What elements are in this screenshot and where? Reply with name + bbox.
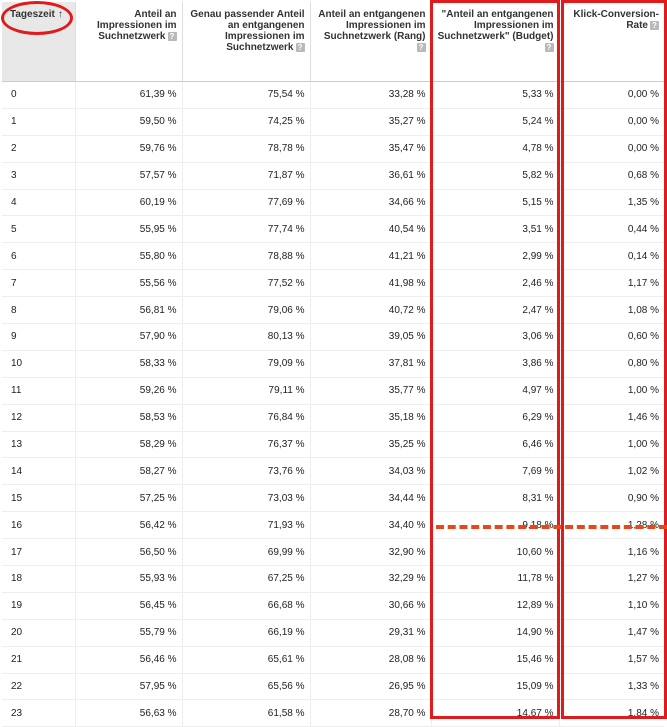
cell-value: 56,45 % (75, 592, 182, 619)
cell-value: 79,11 % (182, 377, 310, 404)
table-row (2, 350, 664, 377)
cell-value: 34,44 % (310, 485, 431, 512)
table-row (2, 592, 664, 619)
cell-value: 73,76 % (182, 458, 310, 485)
column-header-label: Klick-Conversion-Rate (573, 9, 659, 31)
cell-value: 40,72 % (310, 297, 431, 324)
cell-value: 0,44 % (559, 216, 664, 243)
cell-value: 36,61 % (310, 162, 431, 189)
cell-value: 2,47 % (431, 297, 559, 324)
table-row (2, 431, 664, 458)
cell-value: 1,02 % (559, 458, 664, 485)
cell-value: 76,84 % (182, 404, 310, 431)
cell-value: 0,00 % (559, 135, 664, 162)
cell-value: 56,63 % (75, 700, 182, 727)
column-header-label: Anteil an Impressionen im Suchnetzwerk (97, 9, 177, 42)
cell-hour: 20 (2, 619, 75, 646)
table-row (2, 135, 664, 162)
report-table (2, 2, 664, 727)
cell-value: 34,40 % (310, 512, 431, 539)
cell-value: 78,88 % (182, 243, 310, 270)
cell-hour: 23 (2, 700, 75, 727)
cell-value: 30,66 % (310, 592, 431, 619)
cell-value: 33,28 % (310, 82, 431, 109)
cell-value: 1,33 % (559, 673, 664, 700)
cell-value: 1,35 % (559, 189, 664, 216)
cell-value: 76,37 % (182, 431, 310, 458)
cell-value: 61,58 % (182, 700, 310, 727)
cell-value: 5,33 % (431, 82, 559, 109)
table-row (2, 189, 664, 216)
cell-hour: 16 (2, 512, 75, 539)
cell-value: 37,81 % (310, 350, 431, 377)
cell-value: 29,31 % (310, 619, 431, 646)
cell-value: 58,53 % (75, 404, 182, 431)
cell-value: 1,08 % (559, 297, 664, 324)
table-row (2, 324, 664, 351)
table-row (2, 404, 664, 431)
cell-value: 56,42 % (75, 512, 182, 539)
cell-value: 5,82 % (431, 162, 559, 189)
cell-value: 12,89 % (431, 592, 559, 619)
table-row (2, 539, 664, 566)
cell-hour: 3 (2, 162, 75, 189)
cell-hour: 10 (2, 350, 75, 377)
cell-value: 1,00 % (559, 431, 664, 458)
cell-hour: 12 (2, 404, 75, 431)
cell-value: 58,29 % (75, 431, 182, 458)
cell-value: 35,25 % (310, 431, 431, 458)
cell-value: 78,78 % (182, 135, 310, 162)
cell-value: 4,97 % (431, 377, 559, 404)
cell-value: 1,16 % (559, 539, 664, 566)
help-icon[interactable]: ? (417, 43, 426, 52)
table-row (2, 297, 664, 324)
cell-value: 67,25 % (182, 566, 310, 593)
cell-value: 55,80 % (75, 243, 182, 270)
cell-value: 7,69 % (431, 458, 559, 485)
table-row (2, 512, 664, 539)
cell-value: 1,00 % (559, 377, 664, 404)
table-row (2, 458, 664, 485)
table-row (2, 82, 664, 109)
table-row (2, 270, 664, 297)
cell-value: 56,46 % (75, 646, 182, 673)
cell-value: 71,87 % (182, 162, 310, 189)
cell-value: 77,74 % (182, 216, 310, 243)
table-row (2, 243, 664, 270)
cell-hour: 21 (2, 646, 75, 673)
cell-value: 1,27 % (559, 566, 664, 593)
column-header-exact-match-lost-share[interactable] (182, 2, 310, 82)
cell-value: 1,47 % (559, 619, 664, 646)
column-header-label: "Anteil an entgangenen Impressionen im Suchnetzwerk" (Budget) (437, 9, 554, 42)
help-icon[interactable]: ? (296, 43, 305, 52)
cell-value: 55,56 % (75, 270, 182, 297)
cell-value: 3,06 % (431, 324, 559, 351)
cell-hour: 1 (2, 108, 75, 135)
cell-value: 79,09 % (182, 350, 310, 377)
cell-value: 57,90 % (75, 324, 182, 351)
cell-value: 26,95 % (310, 673, 431, 700)
column-header-lost-share-budget[interactable] (431, 2, 559, 82)
cell-value: 14,90 % (431, 619, 559, 646)
column-header-lost-share-rank[interactable] (310, 2, 431, 82)
table-row (2, 566, 664, 593)
column-header-label: Genau passender Anteil an entgangenen Impressionen im Suchnetzwerk (190, 9, 305, 53)
cell-value: 0,00 % (559, 108, 664, 135)
cell-value: 6,29 % (431, 404, 559, 431)
cell-value: 65,61 % (182, 646, 310, 673)
cell-value: 59,26 % (75, 377, 182, 404)
cell-value: 3,51 % (431, 216, 559, 243)
cell-value: 4,78 % (431, 135, 559, 162)
cell-hour: 4 (2, 189, 75, 216)
cell-value: 1,46 % (559, 404, 664, 431)
cell-value: 61,39 % (75, 82, 182, 109)
column-header-tageszeit[interactable] (2, 2, 75, 82)
cell-value: 32,90 % (310, 539, 431, 566)
cell-value: 65,56 % (182, 673, 310, 700)
cell-hour: 11 (2, 377, 75, 404)
cell-value: 35,27 % (310, 108, 431, 135)
cell-value: 34,66 % (310, 189, 431, 216)
cell-hour: 2 (2, 135, 75, 162)
cell-hour: 13 (2, 431, 75, 458)
cell-value: 1,84 % (559, 700, 664, 727)
cell-value: 0,68 % (559, 162, 664, 189)
table-row (2, 700, 664, 727)
cell-value: 77,69 % (182, 189, 310, 216)
cell-value: 66,19 % (182, 619, 310, 646)
cell-value: 74,25 % (182, 108, 310, 135)
cell-value: 11,78 % (431, 566, 559, 593)
cell-value: 15,09 % (431, 673, 559, 700)
cell-value: 73,03 % (182, 485, 310, 512)
cell-value: 66,68 % (182, 592, 310, 619)
table-row (2, 619, 664, 646)
sort-ascending-icon: ↑ (57, 9, 63, 20)
help-icon[interactable]: ? (168, 32, 177, 41)
cell-value: 6,46 % (431, 431, 559, 458)
cell-value: 3,86 % (431, 350, 559, 377)
cell-value: 77,52 % (182, 270, 310, 297)
table-body (2, 82, 664, 727)
cell-hour: 5 (2, 216, 75, 243)
cell-value: 32,29 % (310, 566, 431, 593)
cell-value: 58,33 % (75, 350, 182, 377)
cell-value: 55,93 % (75, 566, 182, 593)
cell-value: 35,77 % (310, 377, 431, 404)
cell-value: 34,03 % (310, 458, 431, 485)
cell-value: 55,95 % (75, 216, 182, 243)
table-row (2, 216, 664, 243)
cell-hour: 0 (2, 82, 75, 109)
column-header-impression-share[interactable] (75, 2, 182, 82)
cell-value: 41,21 % (310, 243, 431, 270)
cell-value: 35,18 % (310, 404, 431, 431)
cell-value: 39,05 % (310, 324, 431, 351)
cell-value: 58,27 % (75, 458, 182, 485)
cell-value: 9,18 % (431, 512, 559, 539)
cell-value: 59,50 % (75, 108, 182, 135)
cell-value: 0,14 % (559, 243, 664, 270)
table-row (2, 377, 664, 404)
cell-value: 0,60 % (559, 324, 664, 351)
cell-hour: 7 (2, 270, 75, 297)
cell-value: 41,98 % (310, 270, 431, 297)
cell-hour: 9 (2, 324, 75, 351)
cell-value: 1,17 % (559, 270, 664, 297)
column-header-label: Anteil an entgangenen Impressionen im Suchnetzwerk (Rang) (318, 9, 426, 42)
cell-value: 0,90 % (559, 485, 664, 512)
column-header-label: Tageszeit (10, 9, 55, 20)
table-row (2, 673, 664, 700)
cell-hour: 18 (2, 566, 75, 593)
cell-value: 56,81 % (75, 297, 182, 324)
cell-value: 55,79 % (75, 619, 182, 646)
cell-value: 60,19 % (75, 189, 182, 216)
cell-value: 1,28 % (559, 512, 664, 539)
cell-value: 14,67 % (431, 700, 559, 727)
cell-value: 69,99 % (182, 539, 310, 566)
cell-value: 71,93 % (182, 512, 310, 539)
cell-hour: 17 (2, 539, 75, 566)
cell-value: 28,08 % (310, 646, 431, 673)
cell-value: 2,46 % (431, 270, 559, 297)
cell-value: 59,76 % (75, 135, 182, 162)
cell-value: 0,80 % (559, 350, 664, 377)
cell-hour: 19 (2, 592, 75, 619)
help-icon[interactable]: ? (650, 21, 659, 30)
cell-value: 57,25 % (75, 485, 182, 512)
cell-hour: 14 (2, 458, 75, 485)
cell-value: 80,13 % (182, 324, 310, 351)
table-row (2, 485, 664, 512)
cell-value: 5,15 % (431, 189, 559, 216)
cell-value: 57,57 % (75, 162, 182, 189)
cell-hour: 6 (2, 243, 75, 270)
cell-value: 75,54 % (182, 82, 310, 109)
cell-value: 10,60 % (431, 539, 559, 566)
column-header-click-conversion-rate[interactable] (559, 2, 664, 82)
table-row (2, 108, 664, 135)
cell-value: 0,00 % (559, 82, 664, 109)
header-row (2, 2, 664, 82)
cell-hour: 8 (2, 297, 75, 324)
cell-value: 1,10 % (559, 592, 664, 619)
cell-value: 56,50 % (75, 539, 182, 566)
cell-hour: 22 (2, 673, 75, 700)
cell-hour: 15 (2, 485, 75, 512)
cell-value: 40,54 % (310, 216, 431, 243)
cell-value: 57,95 % (75, 673, 182, 700)
cell-value: 1,57 % (559, 646, 664, 673)
cell-value: 8,31 % (431, 485, 559, 512)
cell-value: 2,99 % (431, 243, 559, 270)
cell-value: 5,24 % (431, 108, 559, 135)
cell-value: 35,47 % (310, 135, 431, 162)
help-icon[interactable]: ? (545, 43, 554, 52)
cell-value: 28,70 % (310, 700, 431, 727)
cell-value: 15,46 % (431, 646, 559, 673)
cell-value: 79,06 % (182, 297, 310, 324)
table-row (2, 646, 664, 673)
table-row (2, 162, 664, 189)
